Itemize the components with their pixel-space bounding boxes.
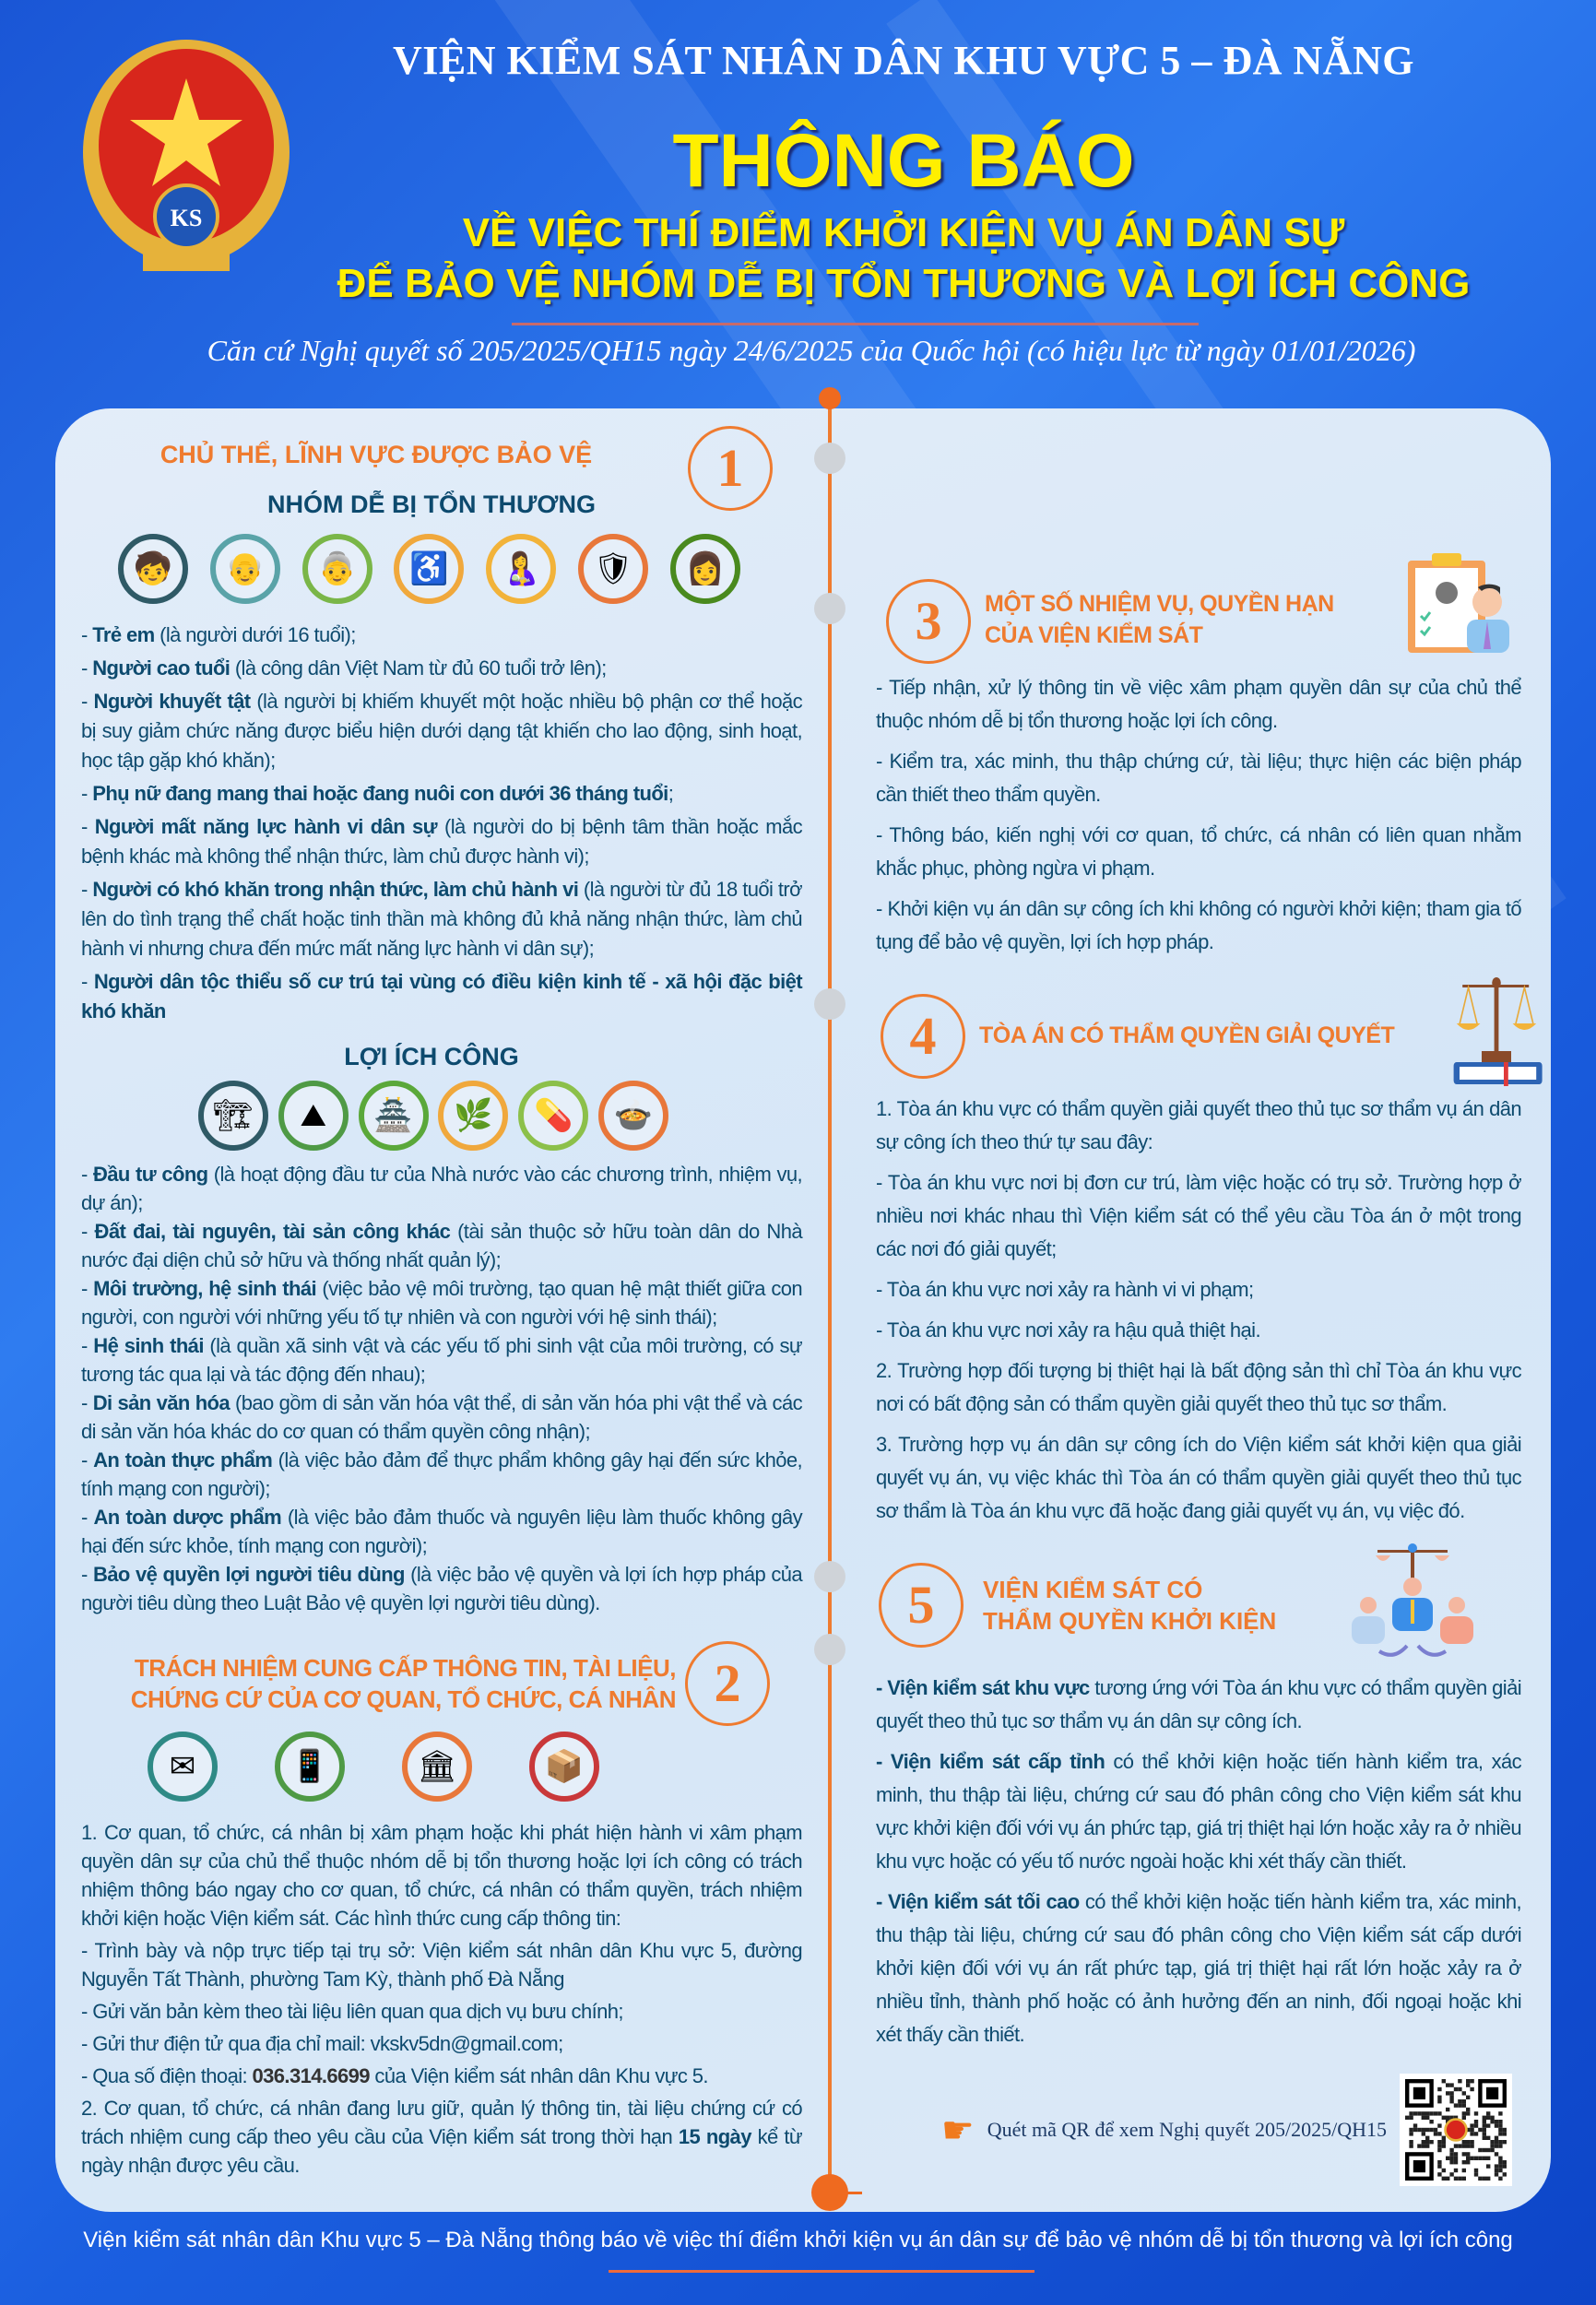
bullet-dash: - [81, 970, 94, 993]
list-item [81, 1217, 802, 1274]
item-term: Đầu tư công [93, 1163, 208, 1186]
item-term: Phụ nữ đang mang thai hoặc đang nuôi con dưới 36 tháng tuổi [92, 782, 668, 805]
subtitle-line-2: ĐỂ BẢO VỆ NHÓM DỄ BỊ TỔN THƯƠNG VÀ LỢI ÍCH CÔNG [337, 261, 1471, 306]
phone-number[interactable]: 036.314.6699 [252, 2064, 370, 2087]
section-number-1: 1 [688, 426, 773, 511]
item-description: (tài sản thuộc sở hữu toàn dân do Nhà nước đại diện chủ sở hữu và thống nhất quản lý); [81, 1220, 802, 1271]
list-item [81, 779, 802, 809]
section1-heading: CHỦ THỂ, LĨNH VỰC ĐƯỢC BẢO VỆ [160, 441, 593, 468]
list-item [81, 1274, 802, 1331]
scales-of-justice-icon [1452, 977, 1544, 1086]
list-item [876, 1745, 1521, 1878]
item-description: (là quần xã sinh vật và các yếu tố phi sinh vật của môi trường, có sự tương tác qua lại và tác động đến nhau); [81, 1334, 802, 1386]
section-number-5: 5 [879, 1563, 964, 1648]
qr-hint-text: Quét mã QR để xem Nghị quyết 205/2025/QH15 [987, 2118, 1387, 2141]
mountain-land-icon: ⛰ [278, 1081, 349, 1151]
food-bowl-icon: 🍲 [598, 1081, 668, 1151]
item-description: (là người do bị bệnh tâm thần hoặc mắc bệnh khác mà không thể nhận thức, làm chủ được hành vi); [81, 815, 802, 868]
qr-code[interactable] [1400, 2074, 1512, 2186]
subtitle-line-1: VỀ VIỆC THÍ ĐIỂM KHỞI KIỆN VỤ ÁN DÂN SỰ [462, 210, 1345, 255]
section3-heading [985, 588, 1334, 651]
list-item: 3. Trường hợp vụ án dân sự công ích do Viện kiểm sát khởi kiện qua giải quyết vụ án, vụ việc khác thì Tòa án có thẩm quyền giải quyết theo thủ tục sơ thẩm là Tòa án khu vực đã hoặc đang giải quyết vụ án, vụ việc đó. [876, 1433, 1521, 1522]
item-term: An toàn dược phẩm [93, 1506, 282, 1529]
section3-list [876, 671, 1521, 959]
timeline-line [828, 398, 832, 2192]
item-description: có thể khởi kiện hoặc tiến hành kiểm tra, xác minh, thu thập tài liệu, chứng cứ sau đó phân công cho Viện kiểm sát khu vực khởi kiện đối với vụ án phức tạp, giá trị thiệt hại lớn hoặc xảy ra ở nhiều khu vực hoặc có yếu tố nước ngoài hoặc khi xét thấy cần thiết. [876, 1750, 1522, 1873]
left-column [81, 426, 802, 2183]
bullet-dash: - [81, 1448, 94, 1472]
qr-hint [941, 2109, 1387, 2152]
contact-method-icons [148, 1732, 599, 1802]
timeline-dot [814, 593, 845, 624]
item-term: Hệ sinh thái [93, 1334, 204, 1357]
item-term: Bảo vệ quyền lợi người tiêu dùng [92, 1563, 405, 1586]
list-item: - Tòa án khu vực nơi bị đơn cư trú, làm việc hoặc có trụ sở. Trường hợp ở nhiều nơi khác nhau thì Viện kiểm sát có thể yêu cầu Tòa án ở một trong các nơi đó giải quyết; [876, 1171, 1521, 1260]
bullet-dash: - [81, 1563, 93, 1586]
child-icon: 🧒 [118, 534, 188, 604]
item-term: - Viện kiểm sát tối cao [876, 1890, 1080, 1913]
item-term: Người có khó khăn trong nhận thức, làm chủ hành vi [92, 878, 579, 901]
list-item: - Tiếp nhận, xử lý thông tin về việc xâm phạm quyền dân sự của chủ thể thuộc nhóm dễ bị tổn thương hoặc lợi ích công. [876, 676, 1521, 732]
contact-phone [81, 2062, 802, 2090]
list-item [81, 1560, 802, 1617]
item-term: Người mất năng lực hành vi dân sự [94, 815, 438, 838]
qr-row [876, 2074, 1521, 2186]
section3-header [876, 551, 1521, 671]
public-investment-icon: 🏗 [198, 1081, 268, 1151]
bullet-dash: - [81, 1391, 93, 1414]
page-title: THÔNG BÁO [672, 119, 1135, 203]
phone-prefix: - Qua số điện thoại: [81, 2064, 253, 2087]
item-description: (là người dưới 16 tuổi); [154, 623, 356, 646]
national-emblem-logo [78, 37, 295, 278]
item-description: có thể khởi kiện hoặc tiến hành kiểm tra, xác minh, thu thập tài liệu, chứng cứ sau đó phân công cho Viện kiểm sát cấp dưới khởi kiện đối với vụ án rất phức tạp, giá trị thiệt hại rất lớn hoặc xảy ra ở nhiều tỉnh, thành phố hoặc có ảnh hưởng đến an ninh, đối ngoại hoặc khi xét thấy cần thiết. [876, 1890, 1521, 2046]
phone-icon: 📱 [275, 1732, 345, 1802]
ethnic-woman-icon: 👩 [670, 534, 740, 604]
list-item: - Tòa án khu vực nơi xảy ra hậu quả thiệt hại. [876, 1318, 1260, 1342]
list-item [81, 1160, 802, 1217]
item-term: Trẻ em [92, 623, 155, 646]
item-description: tương ứng với Tòa án khu vực có thẩm quyền giải quyết theo thủ tục sơ thẩm vụ án dân sự công ích. [876, 1676, 1521, 1732]
contact-email[interactable]: - Gửi thư điện tử qua địa chỉ mail: vkskv5dn@gmail.com; [81, 2032, 563, 2055]
bullet-dash: - [81, 815, 95, 838]
list-item [81, 1331, 802, 1389]
timeline-dot [814, 1561, 845, 1592]
postal-box-icon: 📦 [529, 1732, 599, 1802]
list-item: - Kiểm tra, xác minh, thu thập chứng cứ, tài liệu; thực hiện các biện pháp cần thiết theo thẩm quyền. [876, 750, 1521, 806]
organization-name: VIỆN KIỂM SÁT NHÂN DÂN KHU VỰC 5 – ĐÀ NẴNG [392, 38, 1415, 83]
bullet-dash: - [81, 623, 93, 646]
item-term: Di sản văn hóa [92, 1391, 231, 1414]
section4-heading: TÒA ÁN CÓ THẨM QUYỀN GIẢI QUYẾT [979, 1022, 1395, 1048]
list-item [876, 1885, 1521, 2051]
section2-heading-line1: TRÁCH NHIỆM CUNG CẤP THÔNG TIN, TÀI LIỆU, [134, 1654, 676, 1682]
list-item [81, 1503, 802, 1560]
section5-heading-line1: VIỆN KIỂM SÁT CÓ [983, 1576, 1203, 1603]
vulnerable-group-icons [118, 534, 740, 604]
item-description: (bao gồm di sản văn hóa vật thể, di sản văn hóa phi vật thể và các di sản văn hóa khác do cơ quan có thẩm quyền công nhận); [81, 1391, 802, 1443]
header-divider [512, 323, 1199, 325]
item-term: - Viện kiểm sát khu vực [876, 1676, 1090, 1699]
item-term: Môi trường, hệ sinh thái [93, 1277, 316, 1300]
section3-heading-line1: MỘT SỐ NHIỆM VỤ, QUYỀN HẠN [985, 591, 1334, 617]
bullet-dash: - [81, 1220, 95, 1243]
section2-para1: 1. Cơ quan, tổ chức, cá nhân bị xâm phạm hoặc khi phát hiện hành vi xâm phạm quyền dân sự của chủ thể thuộc nhóm dễ bị tổn thương hoặc lợi ích công có trách nhiệm thông báo ngay cho cơ quan, tổ chức, cá nhân có thẩm quyền, trách nhiệm khởi kiện hoặc Viện kiểm sát. Các hình thức cung cấp thông tin: [81, 1821, 802, 1930]
bullet-dash: - [81, 656, 93, 680]
wheelchair-icon: ♿ [394, 534, 464, 604]
list-item: 1. Tòa án khu vực có thẩm quyền giải quyết theo thủ tục sơ thẩm vụ án dân sự công ích theo thứ tự sau đây: [876, 1097, 1521, 1153]
list-item [81, 967, 802, 1026]
timeline-dot [814, 1634, 845, 1665]
item-description: (là người bị khiếm khuyết một hoặc nhiều bộ phận cơ thể hoặc bị suy giảm chức năng được biểu hiện dưới dạng tật khiến cho lao động, sinh hoạt, học tập gặp khó khăn); [81, 690, 802, 772]
elderly-man-icon: 👴 [210, 534, 280, 604]
connector [834, 2192, 862, 2194]
pointing-hand-icon: ☛ [940, 2109, 975, 2151]
list-item [876, 1672, 1521, 1738]
deadline: 15 ngày [678, 2125, 751, 2148]
phone-suffix: của Viện kiểm sát nhân dân Khu vực 5. [369, 2064, 708, 2087]
list-item: - Tòa án khu vực nơi xảy ra hành vi vi phạm; [876, 1278, 1254, 1301]
list-item: - Khởi kiện vụ án dân sự công ích khi không có người khởi kiện; tham gia tố tụng để bảo vệ quyền, lợi ích hợp pháp. [876, 897, 1521, 953]
item-term: Người dân tộc thiểu số cư trú tại vùng có điều kiện kinh tế - xã hội đặc biệt khó khăn [81, 970, 802, 1022]
vulnerable-group-heading: NHÓM DỄ BỊ TỔN THƯƠNG [267, 491, 596, 518]
list-item: - Thông báo, kiến nghị với cơ quan, tổ chức, cá nhân có liên quan nhằm khắc phục, phòng ngừa vi phạm. [876, 823, 1521, 880]
shield-icon: 🛡 [578, 534, 648, 604]
section1-header [81, 426, 802, 511]
item-term: Người cao tuổi [92, 656, 231, 680]
heritage-pagoda-icon: 🏯 [359, 1081, 429, 1151]
section5-heading [983, 1574, 1276, 1637]
section-number-2: 2 [685, 1641, 770, 1726]
public-interest-list [81, 1160, 802, 1617]
public-interest-heading: LỢI ÍCH CÔNG [344, 1043, 519, 1070]
contact-office: - Trình bày và nộp trực tiếp tại trụ sở: Viện kiểm sát nhân dân Khu vực 5, đường Nguyễn Tất Thành, phường Tam Kỳ, thành phố Đà Nẵng [81, 1939, 802, 1991]
list-item [81, 654, 802, 683]
leaf-icon: 🌿 [438, 1081, 508, 1151]
legal-citation: Căn cứ Nghị quyết số 205/2025/QH15 ngày 24/6/2025 của Quốc hội (có hiệu lực từ ngày 01/01/2026) [207, 334, 1416, 367]
bullet-dash: - [81, 1277, 94, 1300]
list-item [81, 875, 802, 963]
item-term: An toàn thực phẩm [93, 1448, 273, 1472]
section2-header [81, 1649, 802, 1719]
section5-list [876, 1672, 1521, 2051]
email-icon: ✉ [148, 1732, 218, 1802]
bullet-dash: - [81, 782, 93, 805]
timeline-start-dot [819, 387, 841, 409]
section4-header [876, 977, 1521, 1093]
list-item: 2. Trường hợp đối tượng bị thiệt hại là bất động sản thì chỉ Tòa án khu vực nơi có bất động sản có thẩm quyền giải quyết theo thủ tục sơ thẩm. [876, 1359, 1521, 1415]
svg-text:KS: KS [170, 205, 203, 231]
right-column [876, 551, 1521, 2186]
section5-heading-line2: THẨM QUYỀN KHỞI KIỆN [983, 1607, 1277, 1635]
list-item [81, 1446, 802, 1503]
bullet-dash: - [81, 1506, 94, 1529]
government-building-icon: 🏛 [402, 1732, 472, 1802]
section-number-4: 4 [881, 994, 965, 1079]
item-term: Đất đai, tài nguyên, tài sản công khác [94, 1220, 451, 1243]
timeline-dot [814, 443, 845, 474]
item-term: Người khuyết tật [93, 690, 251, 713]
list-item [81, 621, 802, 650]
footer-text: Viện kiểm sát nhân dân Khu vực 5 – Đà Nẵng thông báo về việc thí điểm khởi kiện vụ án dân sự để bảo vệ nhóm dễ bị tổn thương và lợi ích công [83, 2228, 1513, 2252]
bullet-dash: - [81, 1334, 94, 1357]
section2-body [81, 1818, 802, 2180]
item-description: (là việc bảo đảm để thực phẩm không gây hại đến sức khỏe, tính mạng con người); [81, 1448, 802, 1500]
contact-post: - Gửi văn bản kèm theo tài liệu liên quan qua dịch vụ bưu chính; [81, 2000, 623, 2023]
mother-child-icon: 🤱 [486, 534, 556, 604]
prosecutor-people-icon [1348, 1543, 1477, 1662]
section2-heading [81, 1652, 676, 1715]
item-description: (là hoạt động đầu tư của Nhà nước vào các chương trình, nhiệm vụ, dự án); [81, 1163, 802, 1214]
para2-suffix: kể từ ngày nhận được yêu cầu. [81, 2125, 802, 2177]
section2-heading-line2: CHỨNG CỨ CỦA CƠ QUAN, TỔ CHỨC, CÁ NHÂN [130, 1685, 676, 1713]
public-interest-icons [198, 1081, 668, 1151]
bullet-dash: - [81, 1163, 93, 1186]
bullet-dash: - [81, 690, 94, 713]
para2-prefix: 2. Cơ quan, tổ chức, cá nhân đang lưu giữ, quản lý thông tin, tài liệu chứng cứ có trách nhiệm cung cấp theo yêu cầu của Viện kiểm sát trong thời hạn [81, 2097, 802, 2148]
item-description: ; [668, 782, 674, 805]
vulnerable-group-list [81, 621, 802, 1026]
item-description: (là việc bảo vệ quyền và lợi ích hợp pháp của người tiêu dùng theo Luật Bảo vệ quyền lợi người tiêu dùng). [81, 1563, 803, 1614]
timeline-dot [814, 988, 845, 1020]
elderly-woman-icon: 👵 [302, 534, 372, 604]
bullet-dash: - [81, 878, 93, 901]
pill-icon: 💊 [518, 1081, 588, 1151]
item-description: (việc bảo vệ môi trường, tạo quan hệ mật thiết giữa con người, con người với những yếu tố tự nhiên và con người với hệ sinh thái); [81, 1277, 802, 1329]
list-item [81, 812, 802, 871]
section5-header [876, 1543, 1521, 1672]
item-description: (là công dân Việt Nam từ đủ 60 tuổi trở lên); [230, 656, 607, 680]
clipboard-person-icon [1406, 551, 1512, 655]
section2-para2 [81, 2094, 802, 2180]
list-item [81, 1389, 802, 1446]
item-description: (là việc bảo đảm thuốc và nguyên liệu làm thuốc không gây hại đến sức khỏe, tính mạng con người); [81, 1506, 802, 1557]
footer-underline [609, 2270, 1034, 2273]
list-item [81, 687, 802, 775]
section-number-3: 3 [886, 579, 971, 664]
section3-heading-line2: CỦA VIỆN KIỂM SÁT [985, 622, 1203, 648]
section4-list [876, 1093, 1521, 1528]
item-term: - Viện kiểm sát cấp tỉnh [876, 1750, 1105, 1773]
item-description: (là người từ đủ 18 tuổi trở lên do tình trạng thể chất hoặc tinh thần mà không đủ khả năng nhận thức, làm chủ hành vi nhưng chưa đến mức mất năng lực hành vi dân sự); [81, 878, 802, 960]
